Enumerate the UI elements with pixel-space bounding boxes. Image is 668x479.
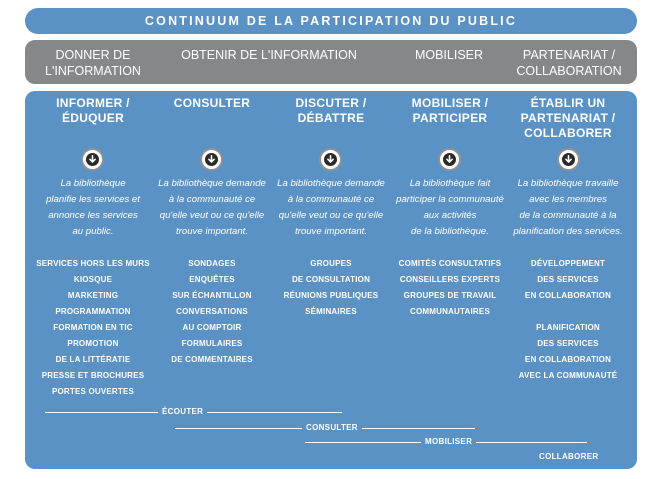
list-item: DES SERVICES (537, 275, 599, 284)
list-item: PLANIFICATION (536, 323, 600, 332)
arrow-down-circle-icon (438, 148, 461, 171)
activity-list-consulter (150, 256, 274, 368)
list-item: AVEC LA COMMUNAUTÉ (518, 371, 618, 380)
list-item (506, 304, 630, 320)
range-label-consulter: CONSULTER (302, 423, 362, 433)
list-item: CONVERSATIONS (176, 307, 248, 316)
arrow-down-circle-icon (557, 148, 580, 171)
activity-list-discuter (269, 256, 393, 320)
list-item: KIOSQUE (73, 275, 113, 284)
arrow-down-circle-icon (200, 148, 223, 171)
category-informer: DONNER DE L'INFORMATION (45, 48, 141, 78)
list-item: ENQUÊTES (189, 275, 235, 284)
column-title-partenariat: ÉTABLIR UN PARTENARIAT / COLLABORER (520, 96, 616, 140)
list-item: DÉVELOPPEMENT (530, 259, 606, 268)
list-item: PROMOTION (67, 339, 119, 348)
column-title-mobiliser: MOBILISER / PARTICIPER (411, 96, 489, 125)
category-partenariat: PARTENARIAT / COLLABORATION (516, 48, 622, 78)
list-item: AU COMPTOIR (182, 323, 242, 332)
list-item: DE COMMENTAIRES (171, 355, 253, 364)
list-item: PROGRAMMATION (55, 307, 131, 316)
list-item: COMMUNAUTAIRES (410, 307, 490, 316)
description-mobiliser: La bibliothèque fait participer la communauté aux activités de la bibliothèque. (396, 178, 504, 237)
activity-list-mobiliser (388, 256, 512, 320)
category-obtenir: OBTENIR DE L'INFORMATION (181, 48, 357, 62)
category-mobiliser: MOBILISER (414, 48, 484, 62)
list-item: EN COLLABORATION (524, 291, 612, 300)
list-item: PRESSE ET BROCHURES (41, 371, 145, 380)
list-item: SÉMINAIRES (305, 307, 357, 316)
arrow-down-circle-icon (319, 148, 342, 171)
activity-list-informer (31, 256, 155, 400)
range-label-mobiliser: MOBILISER (421, 437, 476, 447)
list-item: DES SERVICES (537, 339, 599, 348)
column-title-discuter: DISCUTER / DÉBATTRE (295, 96, 367, 125)
list-item: CONSEILLERS EXPERTS (399, 275, 501, 284)
list-item: FORMATION EN TIC (53, 323, 133, 332)
range-label-collaborer: COLLABORER (535, 452, 602, 462)
activity-list-partenariat (506, 256, 630, 384)
list-item: GROUPES (310, 259, 352, 268)
list-item: GROUPES DE TRAVAIL (403, 291, 497, 300)
description-informer: La bibliothèque planifie les services et annonce les services au public. (46, 178, 140, 237)
description-discuter: La bibliothèque demande à la communauté ce qu'elle veut ou ce qu'elle trouve important. (277, 178, 385, 237)
list-item: SERVICES HORS LES MURS (36, 259, 150, 268)
arrow-down-circle-icon (81, 148, 104, 171)
continuum-banner (25, 8, 637, 34)
list-item: PORTES OUVERTES (51, 387, 135, 396)
column-title-consulter: CONSULTER (173, 96, 251, 110)
list-item: EN COLLABORATION (524, 355, 612, 364)
description-partenariat: La bibliothèque travaille avec les membres de la communauté à la planification des services. (513, 178, 623, 237)
range-label-ecouter: ÉCOUTER (158, 407, 207, 417)
column-title-informer: INFORMER / ÉDUQUER (56, 96, 130, 125)
list-item: COMITÉS CONSULTATIFS (398, 259, 502, 268)
banner-title: CONTINUUM DE LA PARTICIPATION DU PUBLIC (144, 14, 518, 28)
list-item: DE LA LITTÉRATIE (55, 355, 131, 364)
list-item: MARKETING (67, 291, 119, 300)
description-consulter: La bibliothèque demande à la communauté ce qu'elle veut ou ce qu'elle trouve important. (158, 178, 266, 237)
list-item: DE CONSULTATION (291, 275, 371, 284)
list-item: SONDAGES (188, 259, 236, 268)
list-item: SUR ÉCHANTILLON (172, 291, 252, 300)
category-header (25, 40, 637, 84)
list-item: FORMULAIRES (181, 339, 243, 348)
list-item: RÉUNIONS PUBLIQUES (283, 291, 379, 300)
